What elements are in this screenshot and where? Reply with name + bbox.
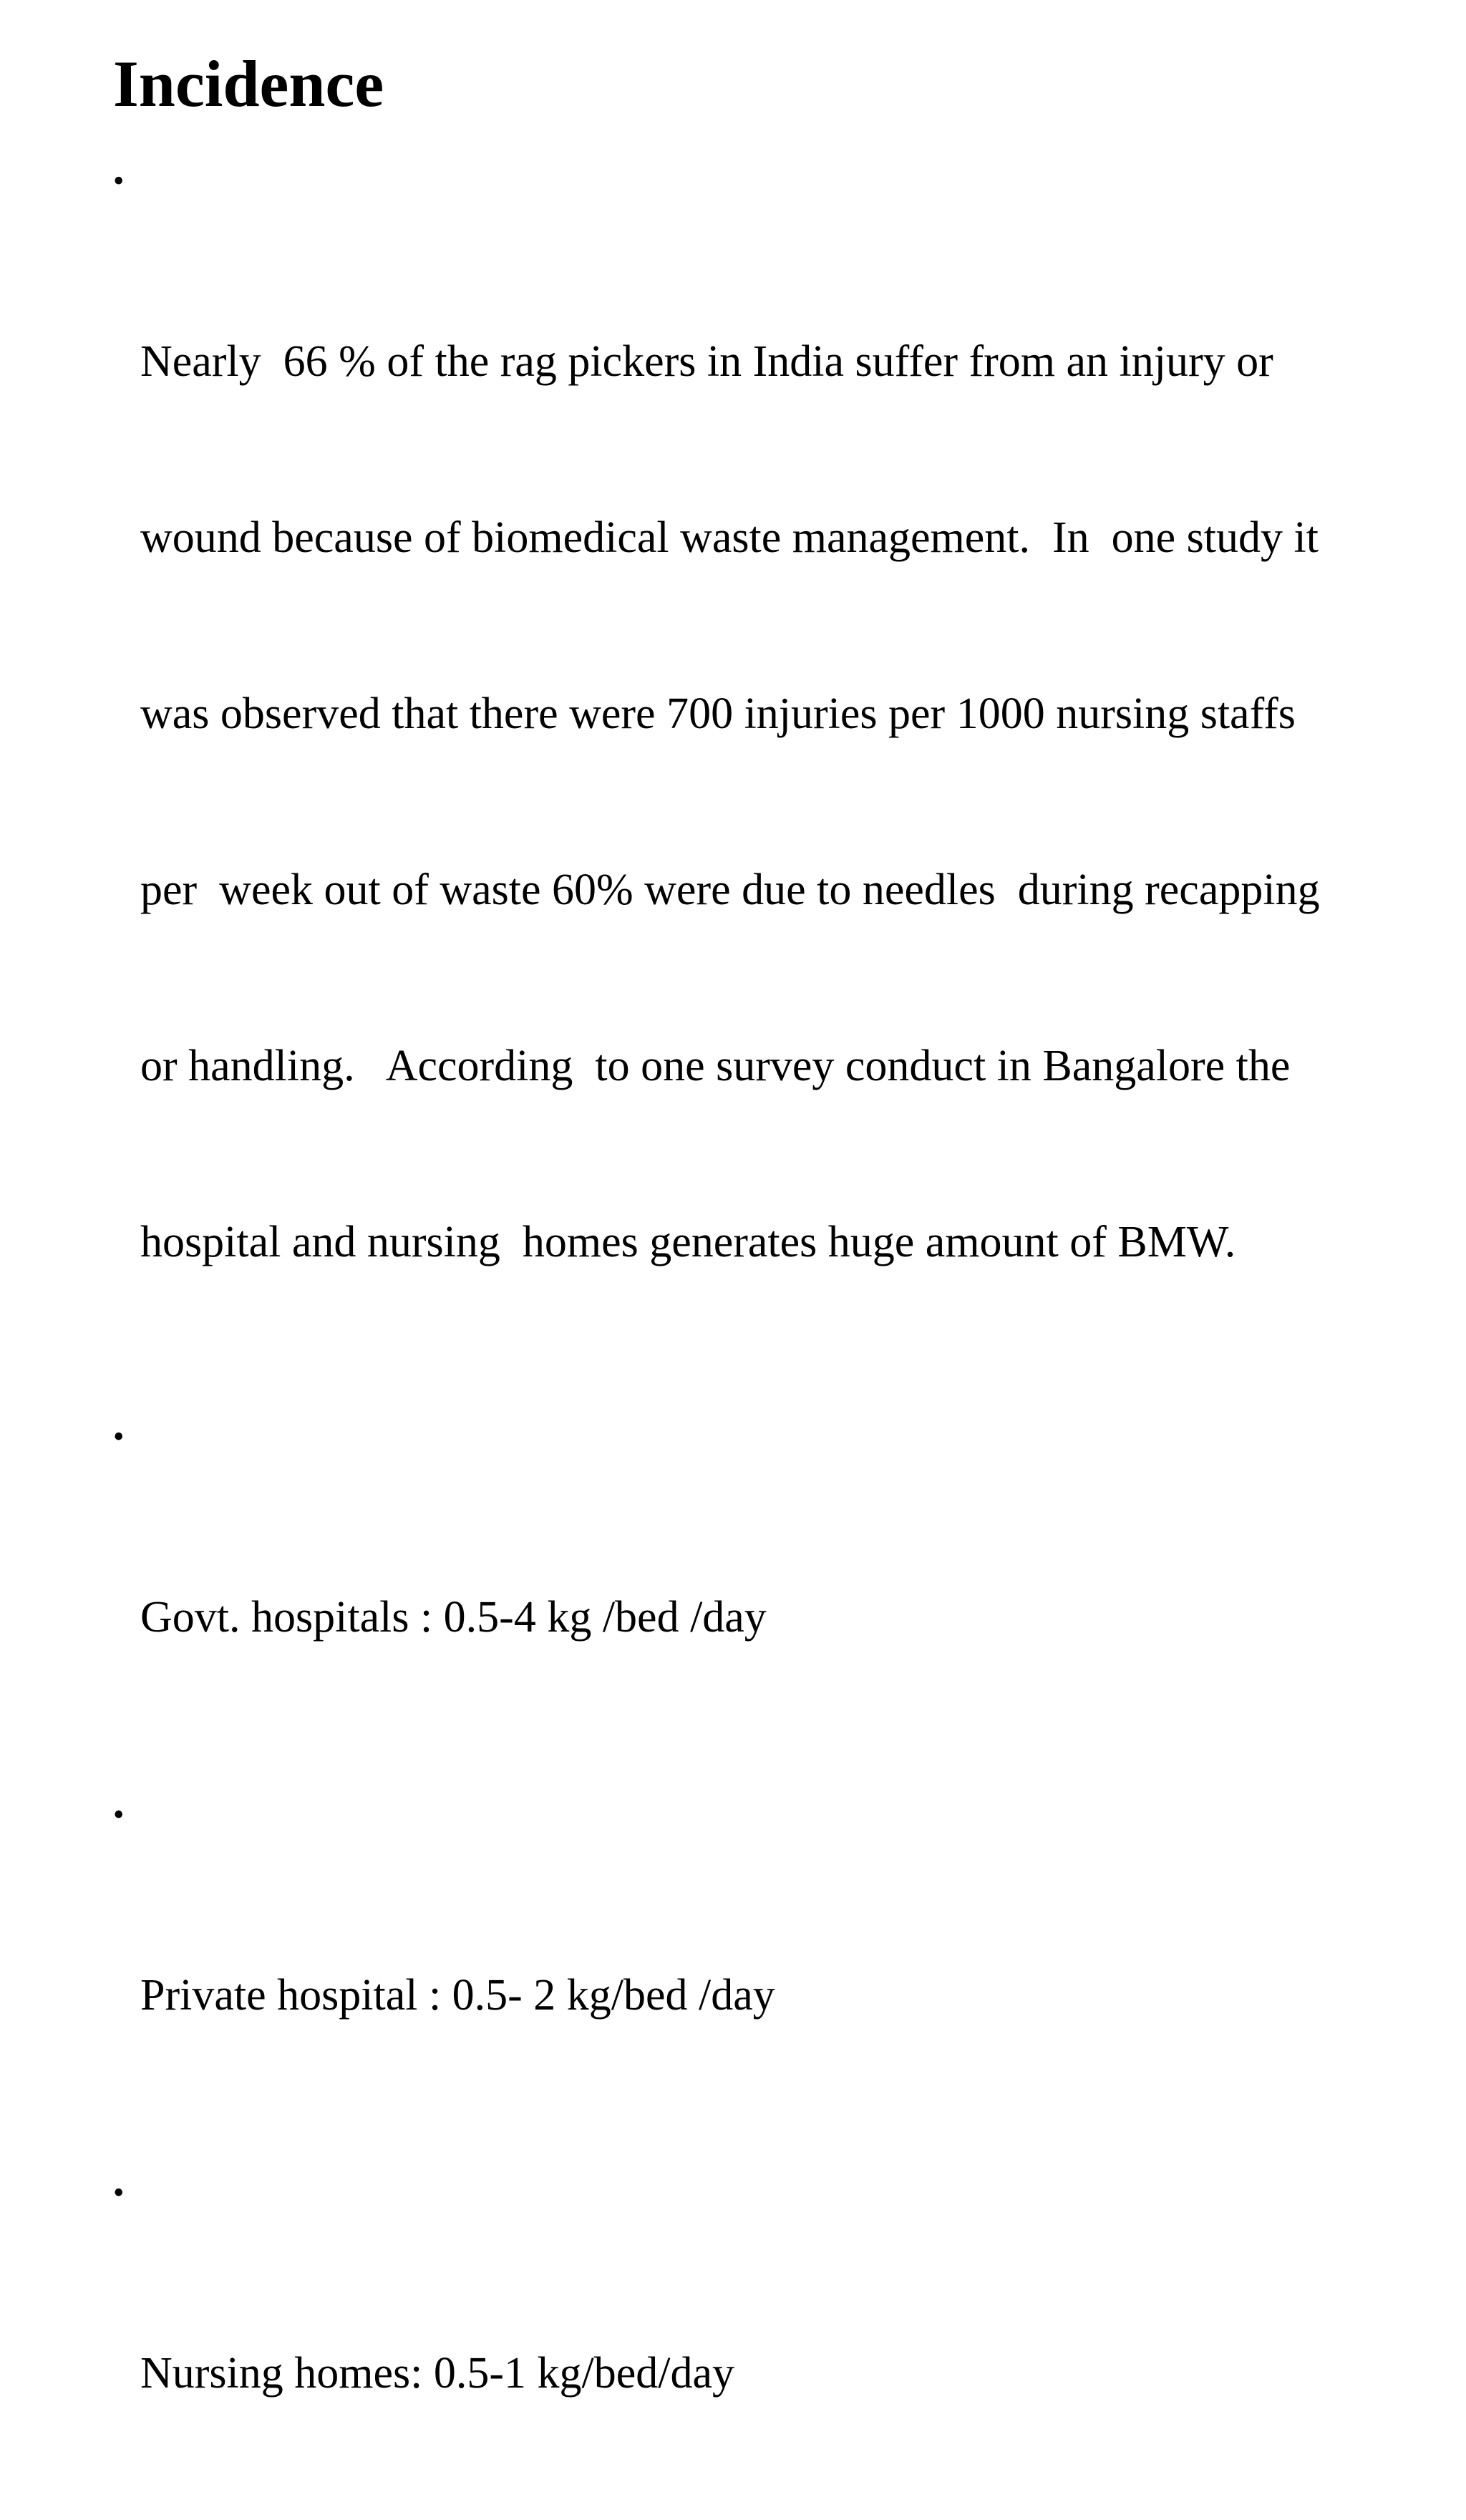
- bullet-item-nursing-homes: [113, 2168, 1373, 2520]
- bullet-text: Private hospital : 0.5- 2 kg/bed /day: [140, 1971, 775, 2020]
- bullet-list: [113, 156, 1373, 2520]
- paragraph-line: was observed that there were 700 injuries per 1000 nursing staffs: [140, 689, 1296, 738]
- bullet-item-govt-hospitals: [113, 1412, 1373, 1764]
- bullet-icon: •: [113, 163, 125, 198]
- paragraph-line: Nearly 66 % of the rag pickers in India suffer from an injury or: [140, 337, 1273, 386]
- paragraph-line: per week out of waste 60% were due to needles during recapping: [140, 866, 1320, 914]
- slide-title: Incidence: [113, 47, 384, 120]
- paragraph-line: hospital and nursing homes generates huge amount of BMW.: [140, 1218, 1236, 1266]
- paragraph-line: or handling. According to one survey conduct in Bangalore the: [140, 1042, 1291, 1090]
- bullet-item-private-hospital: [113, 1790, 1373, 2142]
- bullet-icon: •: [113, 1797, 125, 1832]
- bullet-text: Govt. hospitals : 0.5-4 kg /bed /day: [140, 1593, 767, 1642]
- bullet-icon: •: [113, 1419, 125, 1454]
- paragraph-line: wound because of biomedical waste management. In one study it: [140, 513, 1319, 562]
- bullet-text: Nursing homes: 0.5-1 kg/bed/day: [140, 2349, 735, 2398]
- bullet-icon: •: [113, 2175, 125, 2210]
- bullet-item-incidence-paragraph: [113, 156, 1373, 1389]
